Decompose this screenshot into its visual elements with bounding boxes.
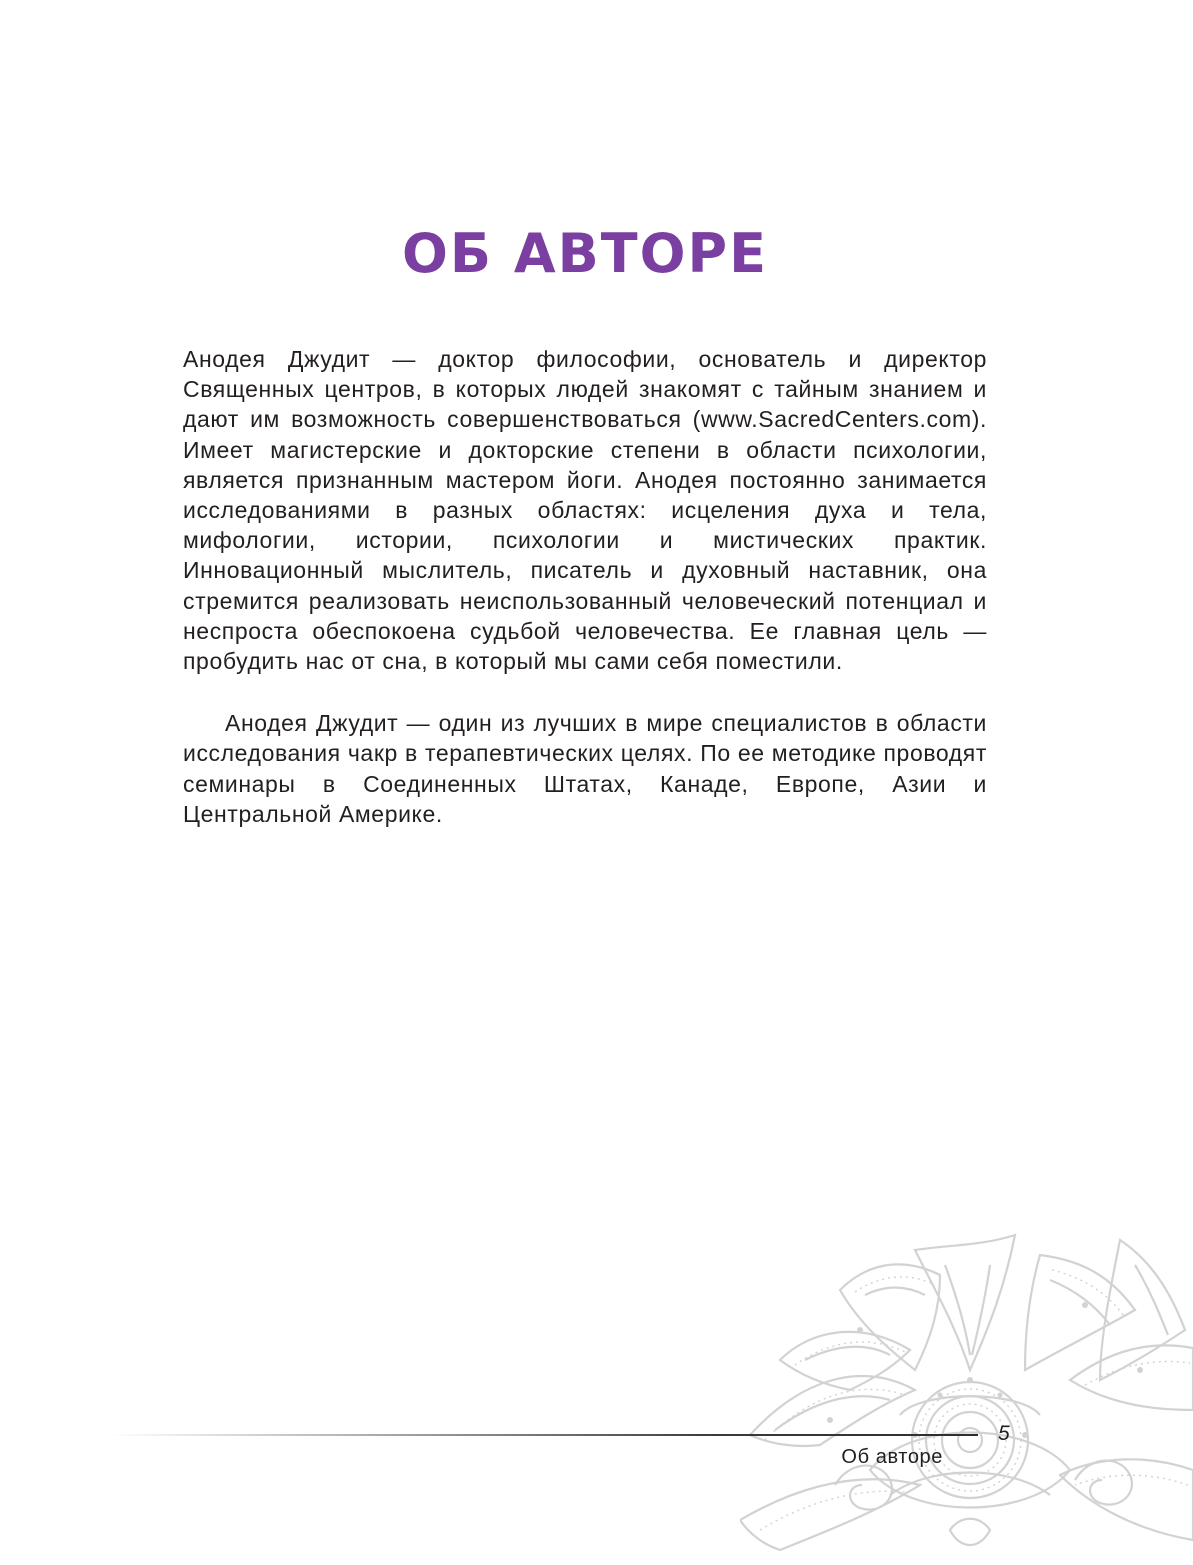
body-text xyxy=(183,344,987,829)
lotus-mandala-icon xyxy=(740,1230,1193,1565)
paragraph-biography: Анодея Джудит — доктор философии, основатель и директор Священных центров, в которых людей знакомят с тайным знанием и дают им возможность совершенствоваться (www.SacredCenters.com). Имеет магистерские и докторские степени в области психологии, является признанным мастером йоги. Анодея постоянно занимается исследованиями в разных областях: исцеления духа и тела, мифологии, истории, психологии и мистических практик. Инновационный мыслитель, писатель и духовный наставник, она стремится реализовать неиспользованный человеческий потенциал и неспроста обеспокоена судьбой человечества. Ее главная цель — пробудить нас от сна, в который мы сами себя поместили. xyxy=(183,346,987,675)
paragraph-expertise: Анодея Джудит — один из лучших в мире специалистов в области исследования чакр в терапевтических целях. По ее методике проводят семинары в Соединенных Штатах, Канаде, Европе, Азии и Центральной Америке. xyxy=(183,710,987,827)
footer-divider xyxy=(110,1434,978,1436)
running-head: Об авторе xyxy=(841,1446,943,1468)
page-title: ОБ АВТОРЕ xyxy=(401,222,769,285)
page-number: 5 xyxy=(998,1422,1010,1445)
